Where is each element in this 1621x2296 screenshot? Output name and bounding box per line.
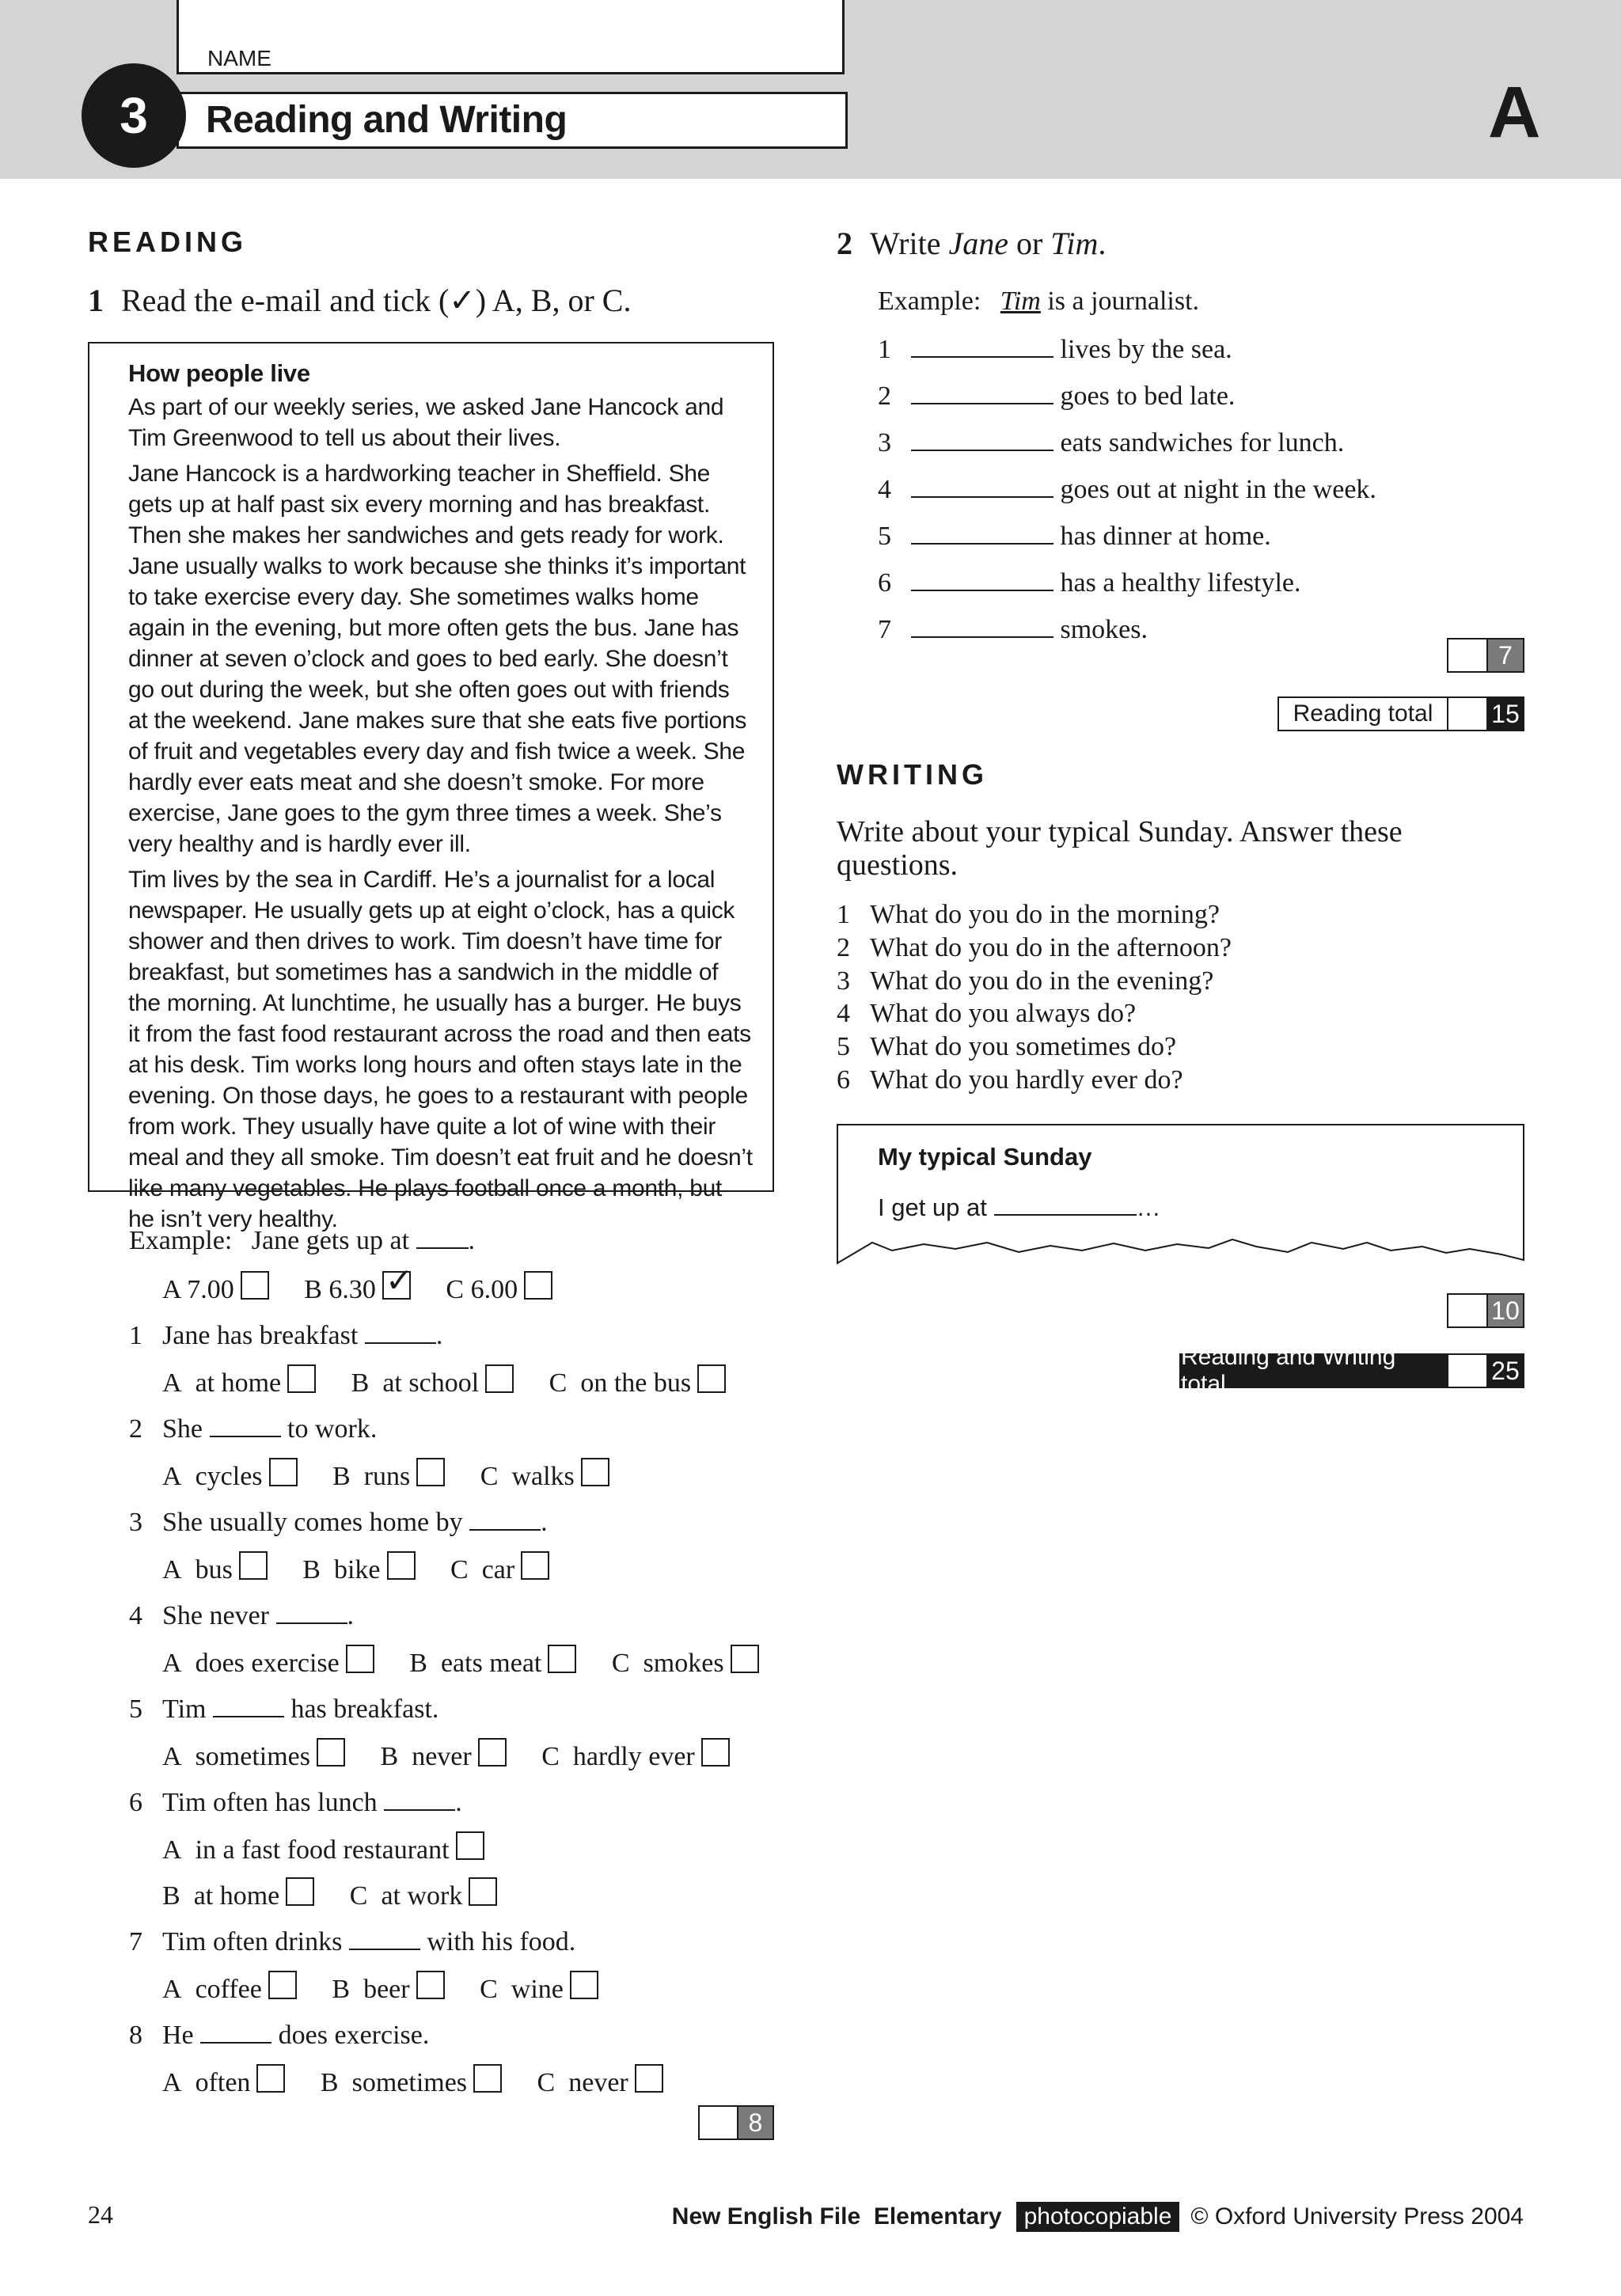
option-text: runs: [363, 1462, 411, 1491]
question-number: 4: [837, 999, 850, 1029]
example-stem: Jane gets up at: [251, 1226, 410, 1255]
q1-item-1-options: [162, 1364, 754, 1399]
option-letter: C: [541, 1742, 560, 1771]
option-text: eats meat: [440, 1649, 542, 1678]
question-number: 6: [837, 1065, 850, 1095]
writing-score-box: [1447, 1293, 1524, 1328]
q1-item-6-option-a: [162, 1831, 513, 1866]
item-number: 7: [129, 1927, 142, 1956]
option-letter: C: [480, 1462, 499, 1491]
email-paragraph: Jane Hancock is a hardworking teacher in Sheffield. She gets up at half past six every morning and has breakfast. Then she makes her sandwiches and gets ready for work. Jane usually walks to work because she thinks it’s important to take exercise every day. She sometimes walks home again in the evening, but more often gets the bus. Jane has dinner at seven o’clock and goes to bed early. She doesn’t go out during the week, but she often goes out with friends at the weekend. Jane makes sure that she eats five portions of fruit and vegetables every day and fish twice a week. She hardly ever eats meat and she doesn’t smoke. For more exercise, Jane goes to the gym three times a week. She’s very healthy and is hardly ever ill.: [128, 461, 747, 857]
q1-item-6-options-bc: [162, 1877, 526, 1912]
q1-instruction: [88, 282, 631, 319]
writing-question: [837, 932, 1232, 965]
q1-item-7-options: [162, 1971, 627, 2006]
q2-max-score: 7: [1488, 639, 1523, 671]
question-number: 2: [837, 932, 850, 962]
answer-blank[interactable]: [911, 519, 1053, 545]
checkbox[interactable]: [239, 1551, 268, 1580]
checkbox[interactable]: [548, 1645, 576, 1673]
writing-box-prompt: I get up at: [878, 1194, 987, 1221]
option-text: at work: [381, 1881, 463, 1911]
writing-question: [837, 1030, 1232, 1064]
option-text: bus: [195, 1555, 233, 1584]
option-text: sometimes: [351, 2068, 468, 2097]
q2-item: [878, 566, 1301, 599]
option-letter: B: [302, 1555, 321, 1584]
footer-copyright: © Oxford University Press 2004: [1190, 2203, 1524, 2230]
item-number: 6: [129, 1788, 142, 1817]
answer-blank: [365, 1319, 436, 1344]
item-stem: She usually comes home by: [162, 1508, 463, 1537]
item-end: .: [455, 1788, 462, 1817]
option-text: at school: [382, 1368, 480, 1398]
checkbox[interactable]: [485, 1364, 514, 1393]
q2-name-jane: Jane: [948, 226, 1008, 261]
writing-heading: WRITING: [837, 758, 988, 791]
q1-item-5: [129, 1692, 438, 1725]
writing-box-title: My typical Sunday: [878, 1143, 1092, 1171]
item-text: has dinner at home.: [1060, 522, 1271, 551]
checkbox[interactable]: [581, 1458, 609, 1486]
answer-blank: [349, 1925, 420, 1950]
checkbox[interactable]: [416, 1458, 445, 1486]
q2-number: 2: [837, 226, 852, 261]
email-paragraph: As part of our weekly series, we asked Jane Hancock and Tim Greenwood to tell us about their lives.: [128, 394, 724, 451]
q2-dot: .: [1098, 226, 1107, 261]
example-text: is a journalist.: [1047, 287, 1200, 316]
option-letter: B: [320, 2068, 339, 2097]
writing-question: [837, 898, 1232, 932]
grand-total-label: Reading and Writing total: [1179, 1353, 1447, 1388]
item-text: has a healthy lifestyle.: [1060, 568, 1301, 598]
checkbox[interactable]: [241, 1271, 269, 1300]
checkbox[interactable]: [416, 1971, 445, 1999]
score-entry[interactable]: [1448, 1355, 1488, 1387]
item-end: .: [347, 1601, 355, 1630]
question-number: 3: [837, 966, 850, 996]
item-end: to work.: [287, 1414, 378, 1444]
q1-item-8: [129, 2018, 429, 2051]
checkbox[interactable]: [268, 1971, 297, 1999]
item-number: 6: [878, 568, 891, 598]
example-prefix: Example:: [878, 287, 981, 316]
option-letter: B: [351, 1368, 370, 1398]
item-number: 3: [129, 1508, 142, 1537]
email-content: [128, 358, 754, 1239]
answer-blank: [384, 1786, 455, 1811]
item-number: 4: [129, 1601, 142, 1630]
checkbox-ticked[interactable]: [382, 1261, 414, 1300]
item-number: 4: [878, 475, 891, 504]
q1-item-2-options: [162, 1458, 638, 1493]
question-number: 1: [837, 900, 850, 929]
reading-heading: READING: [88, 226, 248, 258]
q1-item-4-options: [162, 1645, 788, 1679]
checkbox[interactable]: [697, 1364, 726, 1393]
checkbox[interactable]: [635, 2064, 663, 2093]
answer-blank[interactable]: [911, 613, 1053, 638]
unit-number-badge: 3: [82, 63, 186, 168]
item-text: goes out at night in the week.: [1060, 475, 1376, 504]
q1-item-2: [129, 1412, 377, 1445]
checkbox[interactable]: [521, 1551, 549, 1580]
item-stem: Tim often drinks: [162, 1927, 343, 1956]
answer-blank: [416, 1224, 469, 1249]
item-stem: Jane has breakfast: [162, 1321, 359, 1350]
item-text: eats sandwiches for lunch.: [1060, 428, 1345, 457]
example-end: .: [468, 1226, 476, 1255]
checkbox[interactable]: [731, 1645, 759, 1673]
answer-blank: [213, 1692, 284, 1717]
option-letter: B: [162, 1881, 180, 1911]
option-letter: C: [450, 1555, 469, 1584]
reading-total-score-box: [1447, 696, 1524, 731]
option-letter: B: [332, 1975, 351, 2004]
option-text: 7.00: [187, 1275, 234, 1304]
q2-item: [878, 426, 1344, 459]
option-text: at home: [193, 1881, 280, 1911]
item-number: 1: [129, 1321, 142, 1350]
email-paragraph: Tim lives by the sea in Cardiff. He’s a journalist for a local newspaper. He usually gets up at eight o’clock, has a quick shower and then drives to work. Tim doesn’t have time for breakfast, but sometimes has a sandwich in the middle of the morning. At lunchtime, he usually has a burger. He buys it from the fast food restaurant across the road and then eats at his desk. Tim works long hours and often stays late in the evening. On those days, he goes to a restaurant with people from work. They usually have quite a lot of wine with their meal and they all smoke. Tim doesn’t eat fruit and he doesn’t like many vegetables. He plays football once a month, but he isn’t very healthy.: [128, 867, 753, 1232]
item-stem: He: [162, 2021, 194, 2050]
option-letter: A: [162, 1555, 182, 1584]
option-text: sometimes: [195, 1742, 310, 1771]
q1-item-3: [129, 1505, 548, 1539]
option-text: often: [195, 2068, 251, 2097]
question-text: What do you hardly ever do?: [870, 1065, 1183, 1095]
option-letter: C: [446, 1275, 465, 1304]
answer-blank[interactable]: [911, 379, 1053, 404]
option-letter: C: [549, 1368, 568, 1398]
checkbox[interactable]: [524, 1271, 552, 1300]
q2-item: [878, 472, 1376, 506]
writing-question: [837, 965, 1232, 998]
checkbox[interactable]: [287, 1364, 316, 1393]
q1-item-1: [129, 1319, 442, 1352]
option-text: on the bus: [580, 1368, 692, 1398]
answer-blank[interactable]: [911, 332, 1053, 358]
q2-text: Write: [870, 226, 941, 261]
answer-blank[interactable]: [911, 472, 1053, 498]
option-letter: C: [611, 1649, 630, 1678]
option-text: in a fast food restaurant: [195, 1835, 450, 1865]
option-text: bike: [333, 1555, 381, 1584]
item-end: with his food.: [427, 1927, 576, 1956]
q1-max-score: 8: [738, 2107, 773, 2139]
q2-or: or: [1015, 226, 1043, 261]
option-letter: C: [537, 2068, 556, 2097]
ellipsis: …: [1136, 1194, 1161, 1221]
option-letter: A: [162, 1462, 182, 1491]
grand-total-box: [1179, 1344, 1524, 1397]
item-stem: She: [162, 1414, 203, 1444]
item-number: 3: [878, 428, 891, 457]
footer: [672, 2202, 1524, 2232]
score-entry[interactable]: [1448, 1295, 1488, 1326]
question-number: 5: [837, 1032, 850, 1062]
checkbox[interactable]: [269, 1458, 298, 1486]
answer-blank: [469, 1505, 541, 1531]
checkbox[interactable]: [317, 1738, 345, 1767]
option-text: beer: [363, 1975, 410, 2004]
checkbox[interactable]: [701, 1738, 730, 1767]
option-letter: B: [409, 1649, 427, 1678]
checkbox[interactable]: [473, 2064, 502, 2093]
answer-blank: [210, 1412, 281, 1437]
item-end: .: [541, 1508, 548, 1537]
page-number: 24: [88, 2200, 113, 2229]
question-text: What do you do in the evening?: [870, 966, 1214, 996]
question-text: What do you always do?: [870, 999, 1137, 1029]
item-number: 7: [878, 615, 891, 644]
writing-max-score: 10: [1488, 1295, 1523, 1326]
q1-number: 1: [88, 283, 104, 318]
page-title: Reading and Writing: [206, 99, 568, 141]
option-letter: A: [162, 1975, 182, 2004]
q1-example: [129, 1224, 475, 1257]
option-letter: B: [380, 1742, 399, 1771]
option-letter: A: [162, 1835, 182, 1865]
option-text: smokes: [643, 1649, 724, 1678]
example-options: [162, 1261, 581, 1306]
checkbox[interactable]: [570, 1971, 598, 1999]
q1-instruction-text: Read the e-mail and tick (✓) A, B, or C.: [121, 283, 632, 318]
item-number: 5: [129, 1694, 142, 1724]
item-number: 2: [878, 381, 891, 411]
question-text: What do you do in the morning?: [870, 900, 1220, 929]
answer-blank[interactable]: [911, 426, 1053, 451]
question-text: What do you sometimes do?: [870, 1032, 1177, 1062]
item-text: goes to bed late.: [1060, 381, 1236, 411]
q2-item: [878, 379, 1235, 412]
q2-item: [878, 332, 1232, 366]
writing-question: [837, 1064, 1232, 1097]
reading-total-score: 15: [1488, 698, 1523, 730]
q2-example: [878, 286, 1199, 317]
option-letter: B: [304, 1275, 322, 1304]
item-end: has breakfast.: [290, 1694, 439, 1724]
item-number: 1: [878, 335, 891, 364]
checkbox[interactable]: [478, 1738, 507, 1767]
item-end: does exercise.: [278, 2021, 430, 2050]
option-letter: A: [162, 1368, 182, 1398]
checkbox[interactable]: [346, 1645, 374, 1673]
version-letter: A: [1488, 72, 1541, 153]
item-text: smokes.: [1060, 615, 1148, 644]
checkbox[interactable]: [256, 2064, 285, 2093]
q1-item-4: [129, 1599, 354, 1632]
option-letter: C: [480, 1975, 498, 2004]
option-text: car: [481, 1555, 515, 1584]
question-text: What do you do in the afternoon?: [870, 932, 1232, 962]
name-label: NAME: [207, 46, 271, 70]
example-prefix: Example:: [129, 1226, 233, 1255]
grand-total-score-box: [1447, 1353, 1524, 1388]
option-text: hardly ever: [572, 1742, 695, 1771]
q1-item-8-options: [162, 2064, 692, 2099]
checkbox[interactable]: [456, 1831, 484, 1860]
reading-total-label: Reading total: [1277, 696, 1447, 731]
score-entry[interactable]: [1448, 639, 1488, 671]
item-stem: Tim often has lunch: [162, 1788, 378, 1817]
option-text: cycles: [195, 1462, 263, 1491]
name-box: [177, 0, 845, 74]
score-entry[interactable]: [700, 2107, 738, 2139]
writing-instruction: Write about your typical Sunday. Answer these questions.: [837, 815, 1403, 882]
item-number: 8: [129, 2021, 142, 2050]
option-text: 6.30: [328, 1275, 376, 1304]
reading-total-box: [1277, 696, 1524, 731]
answer-blank[interactable]: [994, 1195, 1137, 1216]
example-answer: Tim: [1000, 287, 1041, 316]
item-stem: She never: [162, 1601, 270, 1630]
q2-item: [878, 613, 1148, 646]
option-letter: A: [162, 1742, 182, 1771]
writing-question: [837, 997, 1232, 1030]
option-letter: B: [332, 1462, 351, 1491]
score-entry[interactable]: [1448, 698, 1488, 730]
option-text: does exercise: [195, 1649, 340, 1678]
photocopiable-badge: photocopiable: [1016, 2202, 1180, 2232]
q1-item-7: [129, 1925, 575, 1958]
option-text: never: [568, 2068, 628, 2097]
email-title: How people live: [128, 359, 310, 387]
q1-item-5-options: [162, 1738, 758, 1773]
q1-score-box: [698, 2105, 774, 2140]
item-text: lives by the sea.: [1060, 335, 1232, 364]
option-letter: A: [162, 2068, 182, 2097]
item-number: 2: [129, 1414, 142, 1444]
q2-name-tim: Tim: [1050, 226, 1099, 261]
option-text: wine: [511, 1975, 564, 2004]
q1-item-6: [129, 1786, 462, 1819]
footer-book-title: New English File Elementary: [671, 2203, 1002, 2230]
writing-questions: [837, 898, 1232, 1097]
option-letter: C: [349, 1881, 368, 1911]
answer-blank[interactable]: [911, 566, 1053, 591]
q1-item-3-options: [162, 1551, 578, 1586]
option-letter: A: [162, 1275, 180, 1304]
answer-blank: [200, 2018, 271, 2044]
option-text: 6.00: [470, 1275, 518, 1304]
q2-instruction: [837, 225, 1106, 262]
option-text: at home: [195, 1368, 282, 1398]
option-letter: A: [162, 1649, 182, 1678]
option-text: never: [412, 1742, 472, 1771]
option-text: coffee: [195, 1975, 262, 2004]
checkbox[interactable]: [286, 1877, 314, 1906]
check-icon: ✓: [385, 1261, 414, 1300]
item-end: .: [435, 1321, 443, 1350]
item-number: 5: [878, 522, 891, 551]
q2-score-box: [1447, 638, 1524, 673]
q2-item: [878, 519, 1271, 552]
option-text: walks: [511, 1462, 575, 1491]
answer-blank: [276, 1599, 347, 1624]
grand-total-score: 25: [1488, 1355, 1523, 1387]
checkbox[interactable]: [387, 1551, 416, 1580]
checkbox[interactable]: [469, 1877, 497, 1906]
item-stem: Tim: [162, 1694, 207, 1724]
writing-box-prompt-line: [878, 1194, 1161, 1222]
